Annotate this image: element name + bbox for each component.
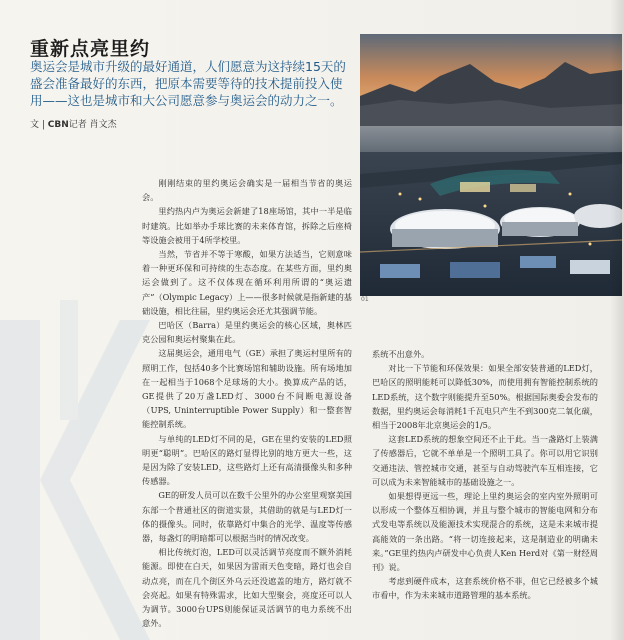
byline-prefix: 文 | (30, 120, 48, 130)
aerial-photo-olympic-park (360, 34, 622, 296)
photo-caption: 01 (361, 296, 369, 303)
body-column-right (372, 347, 598, 603)
paragraph: 当然，节省并不等于寒酸，如果方法适当，它则意味着一种更环保和可持续的生态态度。在某些方面，里约奥运会做到了。这不仅体现在循环利用所谓的“奥运遗产”（Olympic Legacy）上——很多时候就是指新建的基础设施，相比往届，里约奥运会还尤其强调节能。 (142, 249, 352, 316)
paragraph: 如果想得更远一些，理论上里约奥运会的室内室外照明可以形成一个整体互相协调，并且与整个城市的智能电网和分布式发电等系统以及能源技术实现混合的系统，这是未来城市提高能效的一条出路。“将一切连接起来，这是制造业的明确未来。”GE里约热内卢研发中心负责人Ken Herd对《第一财经周刊》说。 (372, 491, 598, 573)
byline-brand: CBN (47, 120, 69, 130)
paragraph: 相比传统灯泡，LED可以灵活调节亮度而不额外消耗能源。即使在白天，如果因为雷雨天色变暗，路灯也会自动点亮，而在几个街区外乌云还没遮盖的地方，路灯就不会亮起。如果有特殊需求，比如大型聚会，亮度还可以人为调节。3000台UPS则能保证灵活调节的电力系统不出意外。 (142, 547, 352, 629)
paragraph: 对比一下节能和环保效果：如果全部安装普通的LED灯，巴哈区的照明能耗可以降低30%，而使用拥有智能控制系统的LED系统，这个数字则能提升至50%。根据国际奥委会发布的数据，里约奥运会每消耗1千瓦电只产生不到300克二氧化碳，相当于2008年北京奥运会的1/5。 (372, 363, 598, 431)
paragraph: 这套LED系统的想象空间还不止于此。当一盏路灯上装满了传感器后，它就不单单是一个照明工具了。你可以用它识别交通违法、管控城市交通，甚至与自动驾驶汽车互相连接，它可以成为未来智能城市的基础设施之一。 (372, 434, 598, 487)
byline-author: 记者 肖文杰 (68, 120, 117, 130)
paragraph: 里约热内卢为奥运会新建了18座场馆，其中一半是临时建筑。比如举办手球比赛的未来体育馆，拆除之后座椅等设施会被用于4所学校里。 (142, 206, 352, 245)
aerial-photo-illustration (360, 34, 622, 296)
body-column-left (142, 176, 352, 631)
paragraph: 与单纯的LED灯不同的是，GE在里约安装的LED照明更“聪明”。巴哈区的路灯显得比别的地方更大一些，这是因为除了安装LED，这些路灯上还有高清摄像头和多种传感器。 (142, 433, 352, 487)
paragraph: 考虑到硬件成本，这套系统价格不菲，但它已经被多个城市看中，作为未来城市道路管理的基本系统。 (372, 576, 598, 601)
paragraph: 刚刚结束的里约奥运会确实是一届相当节省的奥运会。 (142, 178, 352, 203)
paragraph: GE的研发人员可以在数千公里外的办公室里观察美国东部一个普通社区的街道实景，其借助的就是与LED灯一体的摄像头。同时，依靠路灯中集合的光学、温度等传感器，每盏灯的明暗都可以根据当时的情况改变。 (142, 490, 352, 544)
paragraph: 巴哈区（Barra）是里约奥运会的核心区域，奥林匹克公园和奥运村聚集在此。 (142, 320, 352, 345)
article-deck: 奥运会是城市升级的最好通道，人们愿意为这持续15天的盛会准备最好的东西，把原本需要等待的技术提前投入使用——这也是城市和大公司愿意参与奥运会的动力之一。 (30, 59, 346, 108)
paragraph: 这届奥运会，通用电气（GE）承担了奥运村里所有的照明工作，包括40多个比赛场馆和辅助设施。所有场地加在一起相当于1068个足球场的大小。换算成产品的话，GE提供了20万盏LED灯、3000台不间断电源设备（UPS, Uninterruptible Power Supply）和一整套智能控制系统。 (142, 348, 352, 430)
background-letter-decoration (0, 300, 150, 640)
byline (30, 117, 117, 130)
paragraph-continued: 系统不出意外。 (372, 349, 430, 359)
page-spine-shadow (610, 0, 624, 640)
article-headline: 重新点亮里约 (30, 38, 151, 60)
